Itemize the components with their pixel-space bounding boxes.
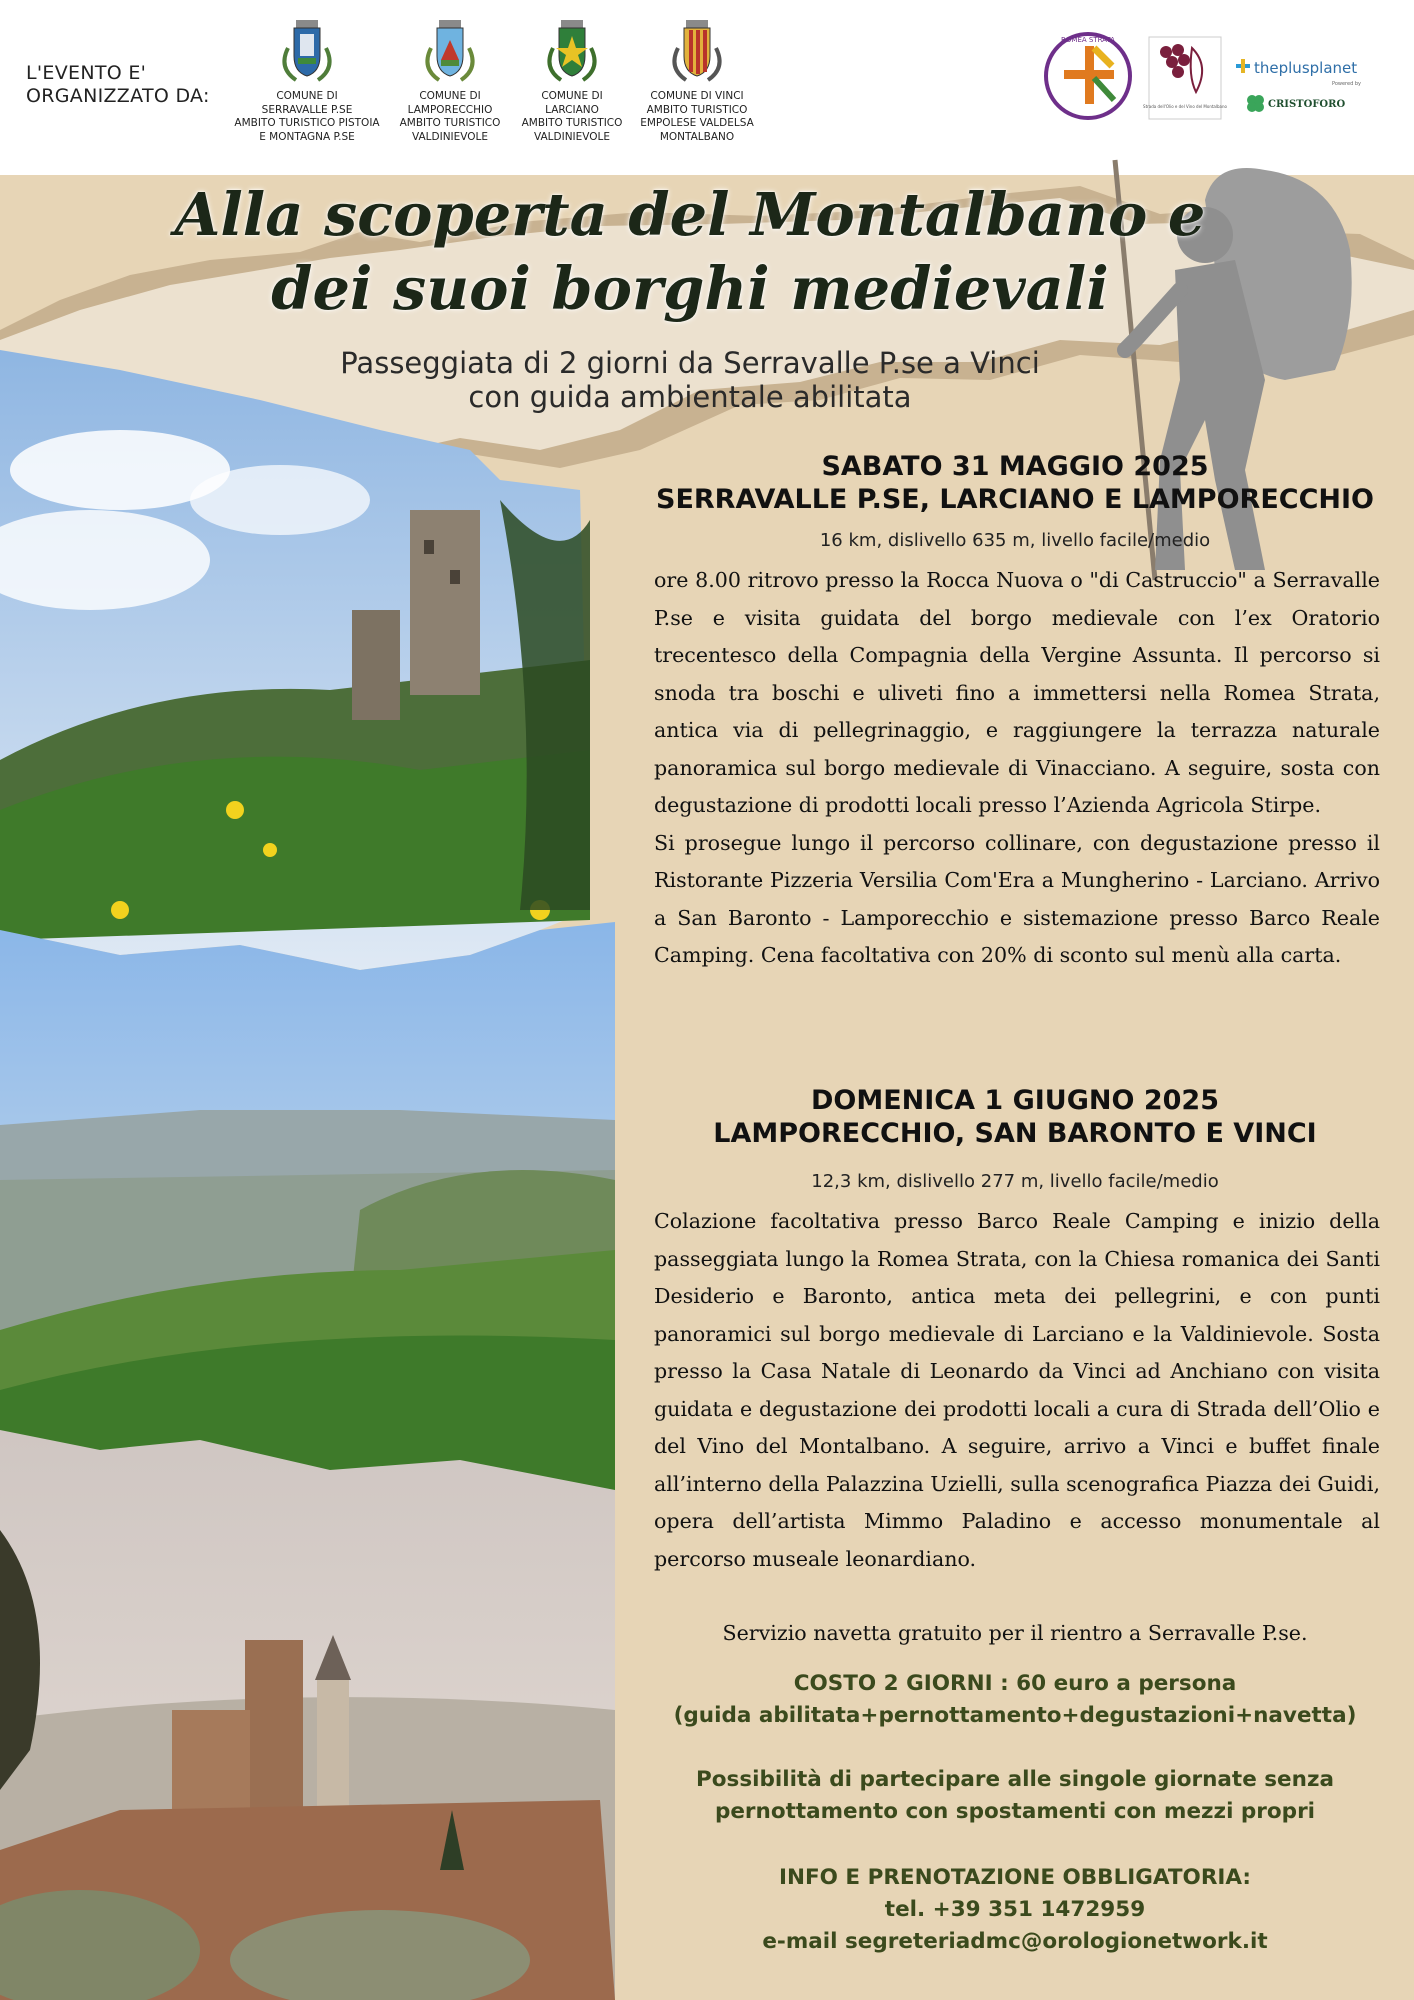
organizer-vinci-text: COMUNE DI VINCI AMBITO TURISTICO EMPOLESE VALDELSA MONTALBANO — [640, 90, 754, 143]
serravalle-crest-icon — [276, 16, 338, 84]
day1-date: SABATO 31 MAGGIO 2025 — [821, 451, 1209, 482]
cost-line: COSTO 2 GIORNI : 60 euro a persona — [793, 1671, 1237, 1696]
event-title-line1: Alla scoperta del Montalbano e — [174, 180, 1206, 249]
theplusplanet-wordmark: theplusplanet — [1254, 59, 1358, 77]
organizer-serravalle — [232, 16, 382, 144]
info-booking-block — [640, 1862, 1390, 1958]
lamporecchio-crest-icon — [419, 16, 481, 84]
photo-vinci-village — [0, 1430, 615, 2000]
photo-castle-tower — [0, 350, 590, 970]
strada-olio-vino-logo — [1143, 36, 1227, 120]
vinci-crest-icon — [666, 16, 728, 84]
event-title — [150, 178, 1230, 326]
cristoforo-wordmark: CRISTOFORO — [1268, 99, 1346, 110]
romea-strata-wordmark: ROMEA STRATA — [1061, 36, 1115, 44]
info-phone[interactable]: tel. +39 351 1472959 — [884, 1897, 1146, 1922]
day2-route: LAMPORECCHIO, SAN BARONTO E VINCI — [713, 1118, 1317, 1149]
theplusplanet-logo — [1232, 56, 1372, 120]
cost-block — [640, 1668, 1390, 1732]
single-day-note — [640, 1764, 1390, 1828]
cost-includes: (guida abilitata+pernottamento+degustazioni+navetta) — [673, 1703, 1357, 1728]
day2-date: DOMENICA 1 GIUGNO 2025 — [810, 1085, 1219, 1116]
powered-by-label: Powered by — [1332, 81, 1361, 87]
day2-heading — [640, 1084, 1390, 1150]
landscape-photo-collage — [0, 350, 620, 2000]
day2-description: Colazione facoltativa presso Barco Reale Camping e inizio della passeggiata lungo la Romea Strata, con la Chiesa romanica dei Santi Desiderio e Baronto, antica meta dei pellegrini, e con punti panoramici sul borgo medievale di Larciano e la Valdinievole. Sosta presso la Casa Natale di Leonardo da Vinci ad Anchiano con visita guidata e degustazione dei prodotti locali a cura di Strada dell’Olio e del Vino del Montalbano. A seguire, arrivo a Vinci e buffet finale all’interno della Palazzina Uzielli, sulla scenografica Piazza dei Guidi, opera dell’artista Mimmo Paladino e accesso monumentale al percorso museale leonardiano. — [654, 1209, 1380, 1571]
day1-stats: 16 km, dislivello 635 m, livello facile/medio — [819, 530, 1211, 551]
event-subtitle-line1: Passeggiata di 2 giorni da Serravalle P.se a Vinci — [340, 346, 1040, 380]
strada-logo-caption: Strada dell'Olio e del Vino del Montalbano — [1143, 104, 1227, 109]
photo-valley-panorama — [0, 922, 615, 1500]
larciano-crest-icon — [541, 16, 603, 84]
romea-strata-logo — [1040, 28, 1136, 124]
single-day-line2: pernottamento con spostamenti con mezzi propri — [714, 1799, 1316, 1824]
organizer-vinci — [622, 16, 772, 144]
shuttle-service-note: Servizio navetta gratuito per il rientro a Serravalle P.se. — [722, 1621, 1308, 1645]
event-subtitle-line2: con guida ambientale abilitata — [468, 380, 912, 414]
day1-route: SERRAVALLE P.SE, LARCIANO E LAMPORECCHIO — [656, 484, 1374, 515]
info-email[interactable]: e-mail segreteriadmc@orologionetwork.it — [762, 1929, 1268, 1954]
day2-stats: 12,3 km, dislivello 277 m, livello facile/medio — [811, 1171, 1219, 1192]
organizer-larciano-text: COMUNE DI LARCIANO AMBITO TURISTICO VALDINIEVOLE — [521, 90, 623, 143]
info-heading: INFO E PRENOTAZIONE OBBLIGATORIA: — [778, 1865, 1252, 1890]
organizer-lamporecchio-text: COMUNE DI LAMPORECCHIO AMBITO TURISTICO VALDINIEVOLE — [399, 90, 501, 143]
day1-heading — [640, 450, 1390, 516]
organized-by-label: L'EVENTO E' ORGANIZZATO DA: — [26, 62, 210, 107]
single-day-line1: Possibilità di partecipare alle singole giornate senza — [696, 1767, 1334, 1792]
event-subtitle — [230, 346, 1150, 414]
organizer-serravalle-text: COMUNE DI SERRAVALLE P.SE AMBITO TURISTICO PISTOIA E MONTAGNA P.SE — [234, 90, 380, 143]
event-title-line2: dei suoi borghi medievali — [271, 254, 1109, 323]
day1-description: ore 8.00 ritrovo presso la Rocca Nuova o "di Castruccio" a Serravalle P.se e visita guidata del borgo medievale con l’ex Oratorio trecentesco della Compagnia della Vergine Assunta. Il percorso si snoda tra boschi e uliveti fino a immettersi nella Romea Strata, antica via di pellegrinaggio, e raggiungere la terrazza naturale panoramica sul borgo medievale di Vinacciano. A seguire, sosta con degustazione di prodotti locali presso l’Azienda Agricola Stirpe. Si prosegue lungo il percorso collinare, con degustazione presso il Ristorante Pizzeria Versilia Com'Era a Mungherino - Larciano. Arrivo a San Baronto - Lamporecchio e sistemazione presso Barco Reale Camping. Cena facoltativa con 20% di sconto sul menù alla carta. — [654, 568, 1380, 967]
